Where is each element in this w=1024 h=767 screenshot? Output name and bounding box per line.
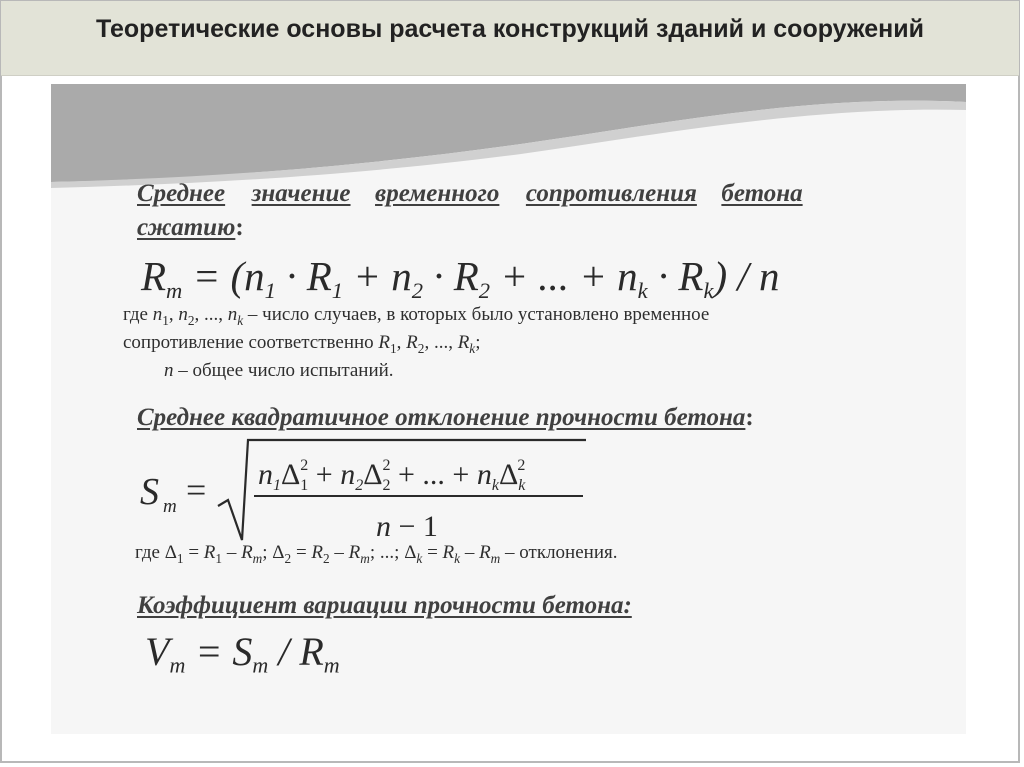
formula-vm: $V_m = S_m / R_m$ (145, 629, 340, 678)
heading-word-6: сжатию (137, 214, 236, 241)
note-cases: где $n_1$, $n_2$, ..., $n_k$ – число случаев, в которых было установлено временное (123, 304, 710, 328)
formula-sm (138, 436, 598, 544)
heading-std-deviation (137, 404, 754, 432)
heading-variation (137, 592, 632, 620)
heading-std-text: Среднее квадратичное отклонение прочности бетона (137, 404, 746, 431)
svg-text:m: m (163, 496, 177, 517)
note-resistance: сопротивление соответственно $R_1$, $R_2$, ..., $R_k$; (123, 332, 481, 356)
svg-text:n1Δ12 + n2Δ22 + ... + nkΔk2: $n_1\Delta_12 + n_2\Delta_22$ + ... + $n_k\Delta_k2$ (258, 457, 526, 494)
heading-word-4: сопротивления (525, 180, 697, 207)
formula-sm-graphic (138, 436, 598, 544)
heading-mean-strength (137, 180, 803, 208)
heading-word-3: временного (375, 180, 500, 207)
svg-text:S: S (140, 471, 159, 513)
formula-rm: $R_m = (n_1 \cdot R_1 + n_2 \cdot R_2$ + ... + $n_k \cdot R_k) / n$ (141, 253, 780, 303)
heading-word-5: бетона (721, 180, 803, 207)
page-title: Теоретические основы расчета конструкций зданий и сооружений (95, 15, 924, 43)
svg-text:n − 1: n − 1 (376, 510, 438, 543)
heading-word-1: Среднее (137, 180, 226, 207)
svg-text:=: = (186, 470, 207, 510)
heading-variation-text: Коэффициент вариации прочности бетона: (137, 592, 632, 619)
title-bar (1, 1, 1019, 76)
heading-mean-strength-line2 (137, 214, 244, 242)
note-deviations: где $\Delta_1 = R_1 - R_m$; $\Delta_2 = R_2 - R_m$; ...; $\Delta_k = R_k - R_m$ – отклонения. (135, 542, 618, 566)
slide-image (51, 84, 966, 734)
heading-colon: : (235, 214, 244, 241)
note-total-tests: n – общее число испытаний. (164, 360, 394, 381)
heading-word-2: значение (251, 180, 351, 207)
heading-std-colon: : (745, 404, 754, 431)
